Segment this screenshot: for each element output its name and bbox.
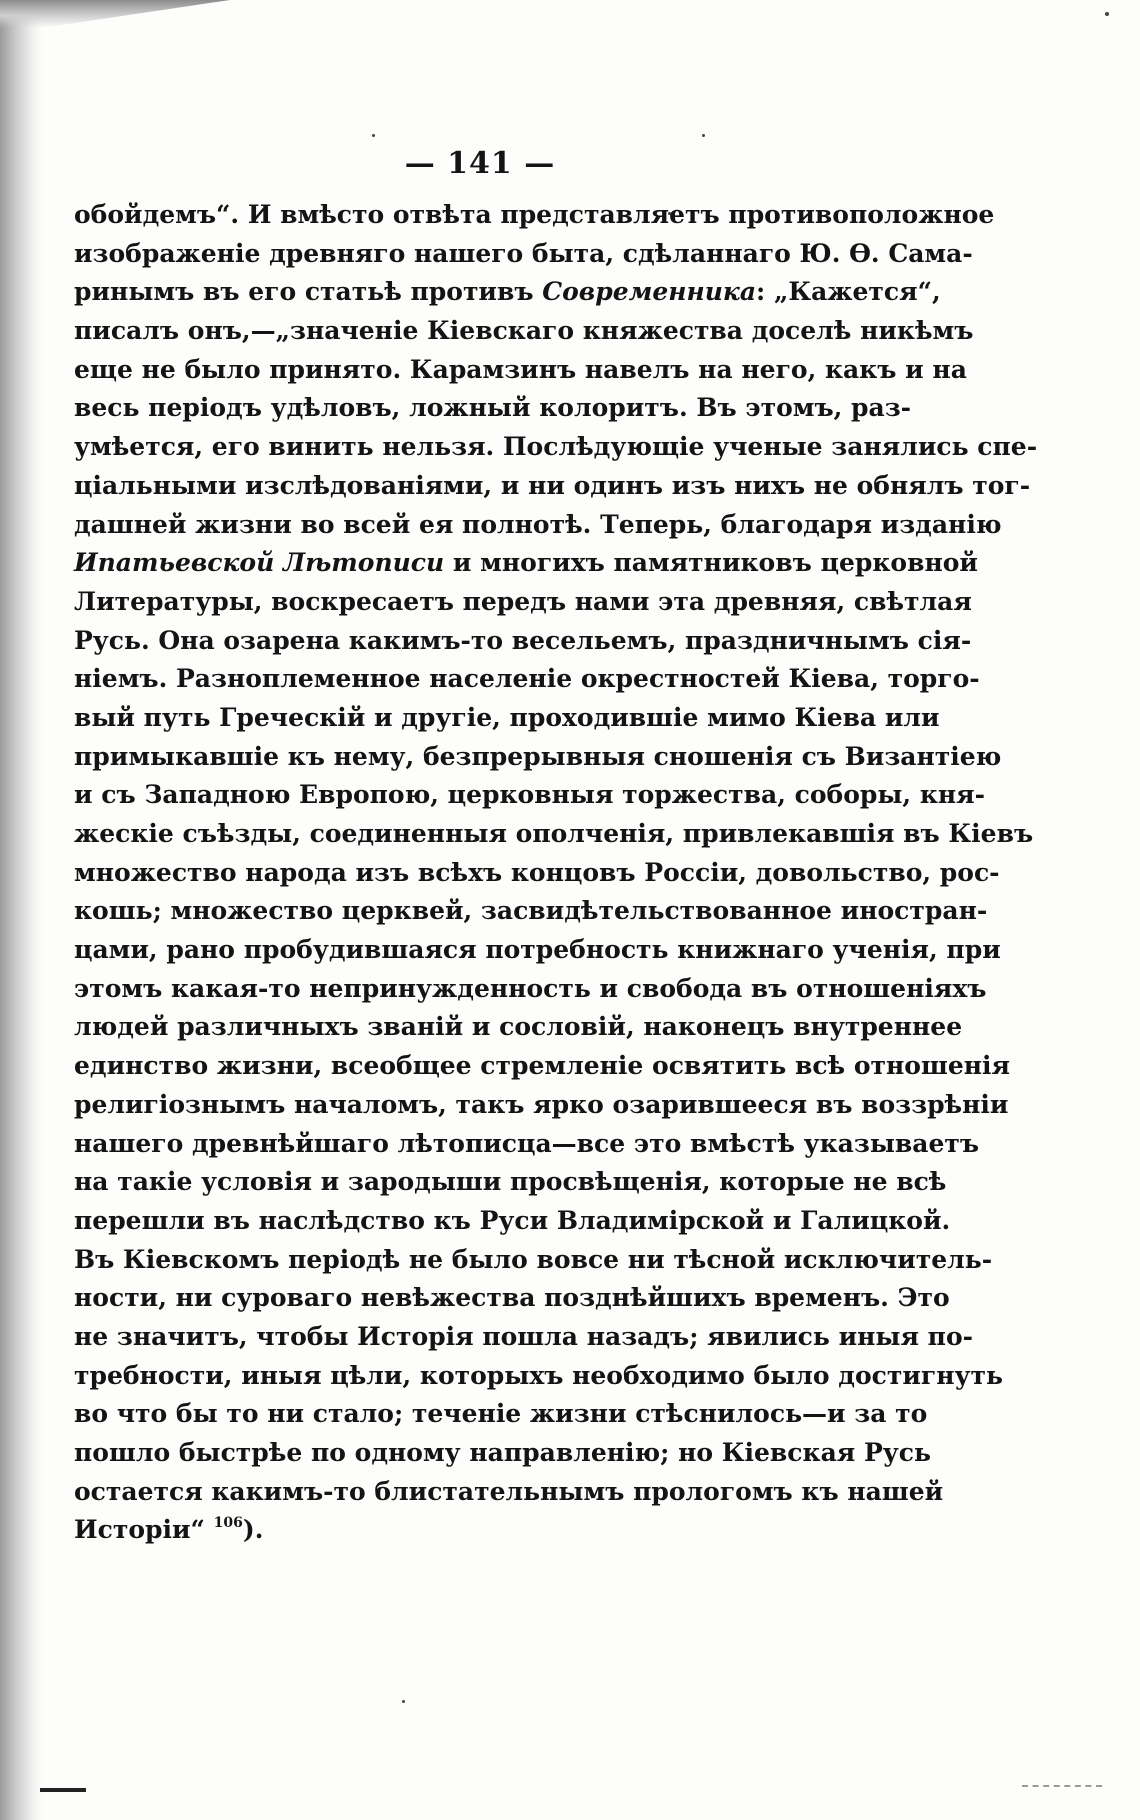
text-line: дашней жизни во всей ея полнотѣ. Теперь, благодаря изданію [74, 509, 1002, 539]
scan-speck [402, 1700, 405, 1703]
text-line: Русь. Она озарена какимъ-то весельемъ, праздничнымъ сія- [74, 625, 972, 655]
text-line: ніемъ. Разноплеменное населеніе окрестностей Кіева, торго- [74, 664, 980, 694]
text-line [74, 544, 978, 583]
footnote-marker: 106 [213, 1515, 243, 1532]
text-segment: и многихъ памятниковъ церковной [444, 548, 978, 578]
text-line: перешли въ наслѣдство къ Руси Владимірской и Галицкой. [74, 1205, 951, 1235]
text-line: нашего древнѣйшаго лѣтописца—все это вмѣстѣ указываетъ [74, 1128, 980, 1158]
text-line: изображеніе древняго нашего быта, сдѣланнаго Ю. Ѳ. Сама- [74, 238, 973, 268]
scan-speck [702, 134, 705, 137]
italic-title: Ипатьевской Лѣтописи [74, 548, 445, 578]
text-line: единство жизни, всеобщее стремленіе освятить всѣ отношенія [74, 1051, 1011, 1081]
binding-shadow [0, 0, 42, 1820]
scan-edge-artifact [1022, 1785, 1102, 1790]
text-line: множество народа изъ всѣхъ концовъ Россіи, довольство, рос- [74, 857, 1000, 887]
text-line: писалъ онъ,—„значеніе Кіевскаго княжества доселѣ никѣмъ [74, 316, 974, 346]
text-line: людей различныхъ званій и сословій, наконецъ внутреннее [74, 1012, 963, 1042]
text-line: Литературы, воскресаетъ передъ нами эта древняя, свѣтлая [74, 586, 972, 616]
text-segment: Исторіи“ [74, 1515, 214, 1545]
text-segment: : „Кажется“, [756, 277, 941, 307]
text-segment: ). [242, 1515, 264, 1545]
page-number: — 141 — [404, 146, 556, 181]
text-line: требности, иныя цѣли, которыхъ необходимо было достигнуть [74, 1360, 1003, 1390]
text-line: и съ Западною Европою, церковныя торжества, соборы, кня- [74, 780, 986, 810]
italic-title: Современника [542, 277, 757, 307]
text-line [74, 1511, 908, 1550]
text-segment: ринымъ въ его статьѣ противъ [74, 277, 543, 307]
scan-speck [1105, 12, 1109, 16]
text-line: кошь; множество церквей, засвидѣтельствованное иностран- [74, 896, 988, 926]
text-line: умѣется, его винить нельзя. Послѣдующіе ученые занялись спе- [74, 432, 1038, 462]
text-line: религіознымъ началомъ, такъ ярко озарившееся въ воззрѣніи [74, 1089, 1009, 1119]
text-line: пошло быстрѣе по одному направленію; но Кіевская Русь [74, 1438, 931, 1467]
scan-edge-artifact [0, 0, 230, 28]
text-line [74, 273, 941, 312]
scan-speck [372, 134, 375, 137]
text-line: вый путь Греческій и другіе, проходившіе мимо Кіева или [74, 702, 940, 732]
text-line: цами, рано пробудившаяся потребность книжнаго ученія, при [74, 935, 1001, 965]
text-line: обойдемъ“. И вмѣсто отвѣта представляетъ противоположное [74, 200, 995, 229]
text-line: не значитъ, чтобы Исторія пошла назадъ; явились иныя по- [74, 1321, 973, 1351]
text-line: еще не было принято. Карамзинъ навелъ на него, какъ и на [74, 354, 967, 384]
text-line: этомъ какая-то непринужденность и свобода въ отношеніяхъ [74, 973, 987, 1003]
text-line: остается какимъ-то блистательнымъ прологомъ къ нашей [74, 1476, 944, 1506]
text-line: весь періодъ удѣловъ, ложный колоритъ. Въ этомъ, раз- [74, 393, 912, 423]
text-line: примыкавшіе къ нему, безпрерывныя сношенія съ Византіею [74, 741, 1002, 771]
scan-edge-artifact [40, 1788, 86, 1792]
text-line: жескіе съѣзды, соединенныя ополченія, привлекавшія въ Кіевъ [74, 819, 1034, 848]
text-line: ціальными изслѣдованіями, и ни одинъ изъ нихъ не обнялъ тог- [74, 470, 1031, 500]
text-line: ности, ни суроваго невѣжества позднѣйшихъ временъ. Это [74, 1283, 950, 1313]
text-line: во что бы то ни стало; теченіе жизни стѣснилось—и за то [74, 1399, 928, 1429]
text-line: Въ Кіевскомъ періодѣ не было вовсе ни тѣсной исключитель- [74, 1244, 993, 1274]
text-line: на такіе условія и зародыши просвѣщенія, которые не всѣ [74, 1167, 947, 1197]
body-text [74, 196, 1038, 1550]
